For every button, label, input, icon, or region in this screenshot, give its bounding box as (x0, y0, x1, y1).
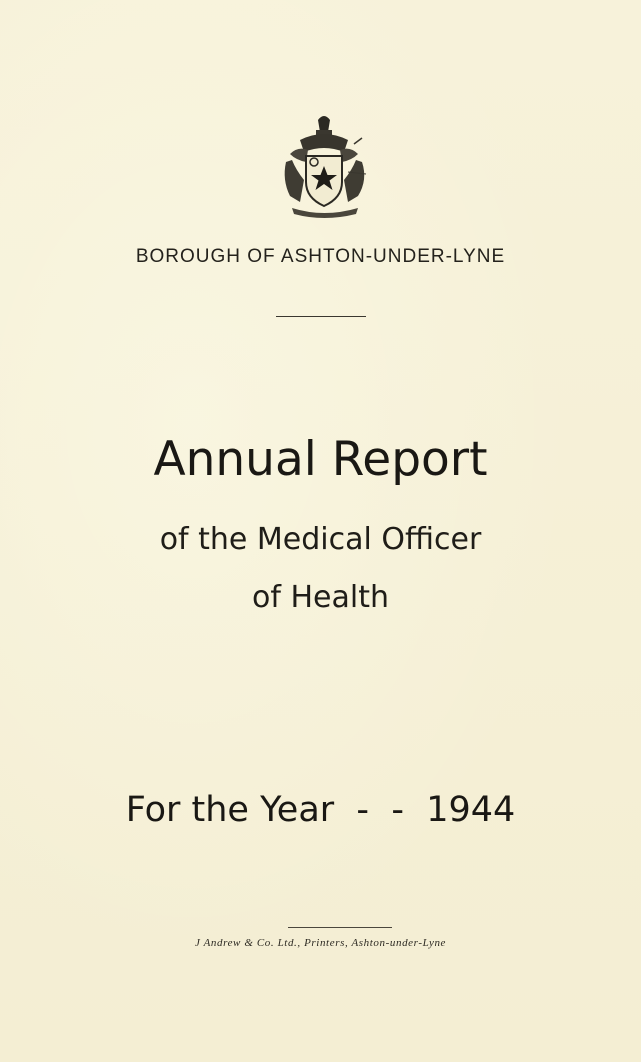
subtitle-line-2: of Health (252, 580, 389, 615)
divider-bottom (288, 927, 392, 928)
borough-heading: BOROUGH OF ASHTON-UNDER-LYNE (135, 246, 506, 267)
subtitle-line-1: of the Medical Officer (159, 522, 482, 557)
divider-top (276, 316, 366, 317)
page-title: Annual Report (153, 432, 488, 487)
coat-of-arms-icon (278, 110, 370, 220)
report-year-line: For the Year - - 1944 (125, 790, 516, 830)
printer-imprint: J Andrew & Co. Ltd., Printers, Ashton-under-Lyne (194, 937, 447, 949)
